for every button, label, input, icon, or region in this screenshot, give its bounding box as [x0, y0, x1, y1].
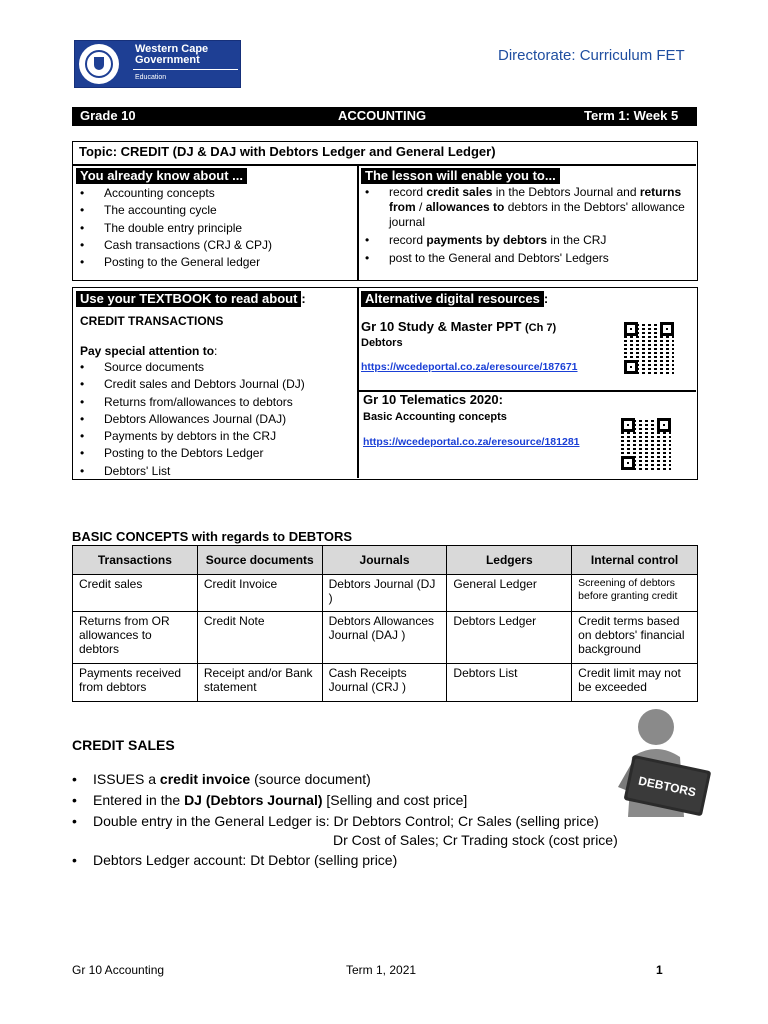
enable-heading: The lesson will enable you to...	[361, 168, 560, 184]
list-item: • record credit sales in the Debtors Journal and returns from / allowances to debtors in the Debtors' allowance journal	[361, 185, 691, 230]
table-cell: Debtors List	[447, 664, 572, 702]
enable-list	[361, 185, 691, 266]
topic-box	[72, 141, 698, 281]
resource2-link[interactable]: https://wcedeportal.co.za/eresource/181281	[363, 436, 580, 448]
list-item: • Payments by debtors in the CRJ	[76, 428, 354, 445]
list-item: • Posting to the Debtors Ledger	[76, 445, 354, 462]
table-cell: Screening of debtors before granting credit	[572, 575, 698, 612]
textbook-list	[76, 359, 354, 480]
footer-center: Term 1, 2021	[346, 963, 417, 977]
table-cell: Debtors Allowances Journal (DAJ )	[322, 612, 447, 664]
grade-bar	[72, 107, 697, 126]
table-cell: Debtors Ledger	[447, 612, 572, 664]
wcg-logo	[74, 40, 241, 88]
list-item: • Source documents	[76, 359, 354, 376]
list-item: • Entered in the DJ (Debtors Journal) [Selling and cost price]	[72, 790, 599, 811]
table-cell: Cash Receipts Journal (CRJ )	[322, 664, 447, 702]
list-item: • Debtors Ledger account: Dt Debtor (selling price)	[72, 850, 397, 871]
logo-line3: Education	[135, 74, 167, 81]
term-label: Term 1: Week 5	[584, 108, 679, 123]
list-item: • Posting to the General ledger	[76, 254, 354, 271]
table-cell: Returns from OR allowances to debtors	[73, 612, 198, 664]
col-header: Ledgers	[447, 546, 572, 575]
crest-icon	[79, 44, 119, 84]
resources-box: Use your TEXTBOOK to read about : CREDIT TRANSACTIONS Pay special attention to: • Source documents • Credit sales and Debtors Journal (DJ) • Returns from/allowances to debtors • Debtors Allowances Journal (DAJ) • Payments by debtors in the CRJ • Posting to the Debtors Ledger • Debtors' List Alternative digital resources : Gr 10 Study & Master PPT (Ch 7) Debtors https://wcedeportal.co.za/eresource/187671 Gr 10 Telematics 2020: Basic Accounting concepts https://wcedeportal.co.za/eresource/181281	[72, 287, 698, 480]
page-number: 1	[656, 963, 663, 977]
list-item: • The double entry principle	[76, 220, 354, 237]
digital-heading: Alternative digital resources	[361, 291, 544, 307]
list-item: • Double entry in the General Ledger is: Dr Debtors Control; Cr Sales (selling price)	[72, 811, 599, 832]
credit-sales-heading: CREDIT SALES	[72, 737, 175, 753]
col-header: Internal control	[572, 546, 698, 575]
table-cell: Credit sales	[73, 575, 198, 612]
list-item: • record payments by debtors in the CRJ	[361, 233, 691, 248]
list-item: • Debtors Allowances Journal (DAJ)	[76, 411, 354, 428]
table-header-row	[73, 546, 698, 575]
table-cell: General Ledger	[447, 575, 572, 612]
resource1-link[interactable]: https://wcedeportal.co.za/eresource/187671	[361, 361, 578, 373]
resource1-title: Gr 10 Study & Master PPT (Ch 7)	[361, 319, 557, 334]
resource2-title: Gr 10 Telematics 2020:	[363, 392, 503, 407]
col-header: Transactions	[73, 546, 198, 575]
list-item: • ISSUES a credit invoice (source document)	[72, 769, 599, 790]
table-cell: Credit limit may not be exceeded	[572, 664, 698, 702]
list-item: • The accounting cycle	[76, 202, 354, 219]
resource2-sub: Basic Accounting concepts	[363, 411, 507, 423]
table-cell: Credit Note	[197, 612, 322, 664]
list-item: • Accounting concepts	[76, 185, 354, 202]
basic-concepts-table	[72, 545, 698, 702]
list-item: • Credit sales and Debtors Journal (DJ)	[76, 376, 354, 393]
table-row	[73, 612, 698, 664]
table-row	[73, 664, 698, 702]
attention-label: Pay special attention to:	[80, 344, 218, 358]
table-row	[73, 575, 698, 612]
col-header: Source documents	[197, 546, 322, 575]
subject-label: ACCOUNTING	[338, 108, 427, 123]
know-list	[76, 185, 354, 271]
table-cell: Debtors Journal (DJ )	[322, 575, 447, 612]
directorate-title: Directorate: Curriculum FET	[498, 47, 685, 64]
grade-label: Grade 10	[80, 108, 136, 123]
debtor-figure-icon	[612, 705, 712, 817]
logo-line2: Government	[135, 54, 200, 66]
qr-code-icon[interactable]	[621, 418, 671, 470]
double-entry-continued: Dr Cost of Sales; Cr Trading stock (cost price)	[333, 832, 618, 848]
textbook-sub: CREDIT TRANSACTIONS	[80, 314, 224, 328]
resource1-sub: Debtors	[361, 337, 403, 349]
topic-title: Topic: CREDIT (DJ & DAJ with Debtors Ledger and General Ledger)	[79, 144, 496, 159]
footer-left: Gr 10 Accounting	[72, 963, 165, 977]
qr-code-icon[interactable]	[624, 322, 674, 374]
list-item: • Returns from/allowances to debtors	[76, 394, 354, 411]
figure-label: DEBTORS	[637, 773, 698, 800]
col-header: Journals	[322, 546, 447, 575]
table-cell: Payments received from debtors	[73, 664, 198, 702]
credit-sales-list	[72, 769, 599, 832]
list-item: • Cash transactions (CRJ & CPJ)	[76, 237, 354, 254]
list-item: • Debtors' List	[76, 463, 354, 480]
table-cell: Credit Invoice	[197, 575, 322, 612]
know-heading: You already know about ...	[76, 168, 247, 184]
basic-heading: BASIC CONCEPTS with regards to DEBTORS	[72, 529, 353, 544]
textbook-heading: Use your TEXTBOOK to read about	[76, 291, 301, 307]
list-item: • post to the General and Debtors' Ledgers	[361, 251, 691, 266]
logo-line1: Western Cape	[135, 43, 209, 55]
credit-sales-list-2	[72, 850, 397, 871]
table-cell: Receipt and/or Bank statement	[197, 664, 322, 702]
table-cell: Credit terms based on debtors' financial background	[572, 612, 698, 664]
